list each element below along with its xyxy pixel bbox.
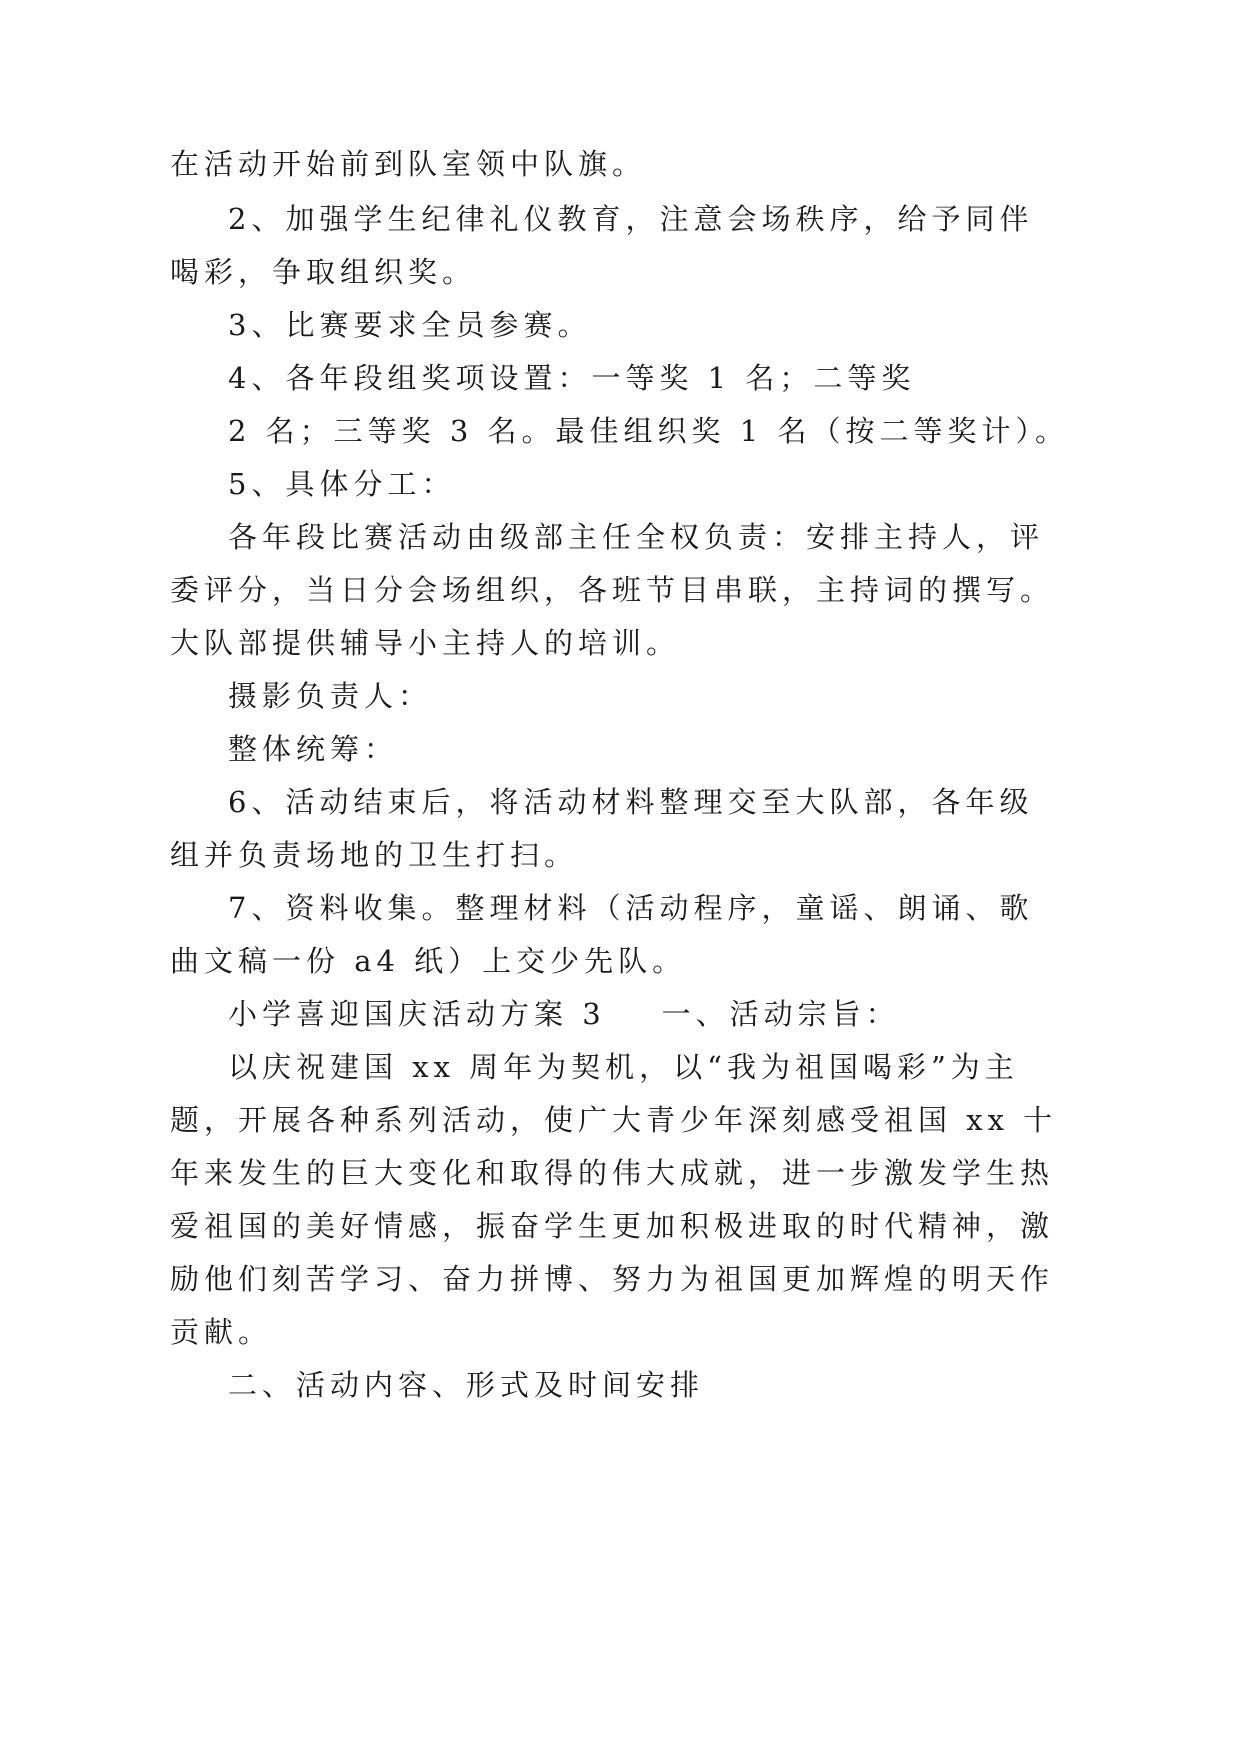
paragraph-line: 爱祖国的美好情感，振奋学生更加积极进取的时代精神，激 bbox=[170, 1209, 1055, 1243]
paragraph-line: 2 名；三等奖 3 名。最佳组织奖 1 名（按二等奖计）。 bbox=[228, 414, 1069, 448]
plan-title: 小学喜迎国庆活动方案 3 bbox=[228, 997, 606, 1031]
paragraph-line: 委评分，当日分会场组织，各班节目串联，主持词的撰写。 bbox=[170, 573, 1055, 607]
paragraph-line: 年来发生的巨大变化和取得的伟大成就，进一步激发学生热 bbox=[170, 1156, 1055, 1190]
paragraph-line: 7、资料收集。整理材料（活动程序，童谣、朗诵、歌 bbox=[228, 891, 1034, 925]
paragraph-line: 喝彩，争取组织奖。 bbox=[170, 255, 477, 289]
paragraph-line: 大队部提供辅导小主持人的培训。 bbox=[170, 626, 681, 660]
paragraph-line: 摄影负责人： bbox=[228, 679, 433, 713]
paragraph-line: 5、具体分工： bbox=[228, 467, 456, 501]
paragraph-line: 励他们刻苦学习、奋力拼博、努力为祖国更加辉煌的明天作 bbox=[170, 1262, 1055, 1296]
paragraph-line: 6、活动结束后，将活动材料整理交至大队部，各年级 bbox=[228, 785, 1034, 819]
paragraph-line: 组并负责场地的卫生打扫。 bbox=[170, 838, 579, 872]
paragraph-line: 3、比赛要求全员参赛。 bbox=[228, 308, 592, 342]
paragraph-line: 整体统筹： bbox=[228, 732, 399, 766]
paragraph-line: 在活动开始前到队室领中队旗。 bbox=[170, 147, 647, 181]
section-heading bbox=[228, 994, 900, 1034]
paragraph-line: 题，开展各种系列活动，使广大青少年深刻感受祖国 xx 十 bbox=[170, 1103, 1058, 1137]
paragraph-line: 2、加强学生纪律礼仪教育，注意会场秩序，给予同伴 bbox=[228, 202, 1034, 236]
paragraph-line: 曲文稿一份 a4 纸）上交少先队。 bbox=[170, 944, 687, 978]
paragraph-line: 4、各年段组奖项设置：一等奖 1 名；二等奖 bbox=[228, 361, 916, 395]
paragraph-line: 以庆祝建国 xx 周年为契机，以“我为祖国喝彩”为主 bbox=[228, 1050, 1019, 1084]
section-heading: 二、活动内容、形式及时间安排 bbox=[228, 1368, 705, 1402]
paragraph-line: 各年段比赛活动由级部主任全权负责：安排主持人，评 bbox=[228, 520, 1045, 554]
section-title: 一、活动宗旨： bbox=[661, 997, 900, 1031]
paragraph-line: 贡献。 bbox=[170, 1315, 273, 1349]
